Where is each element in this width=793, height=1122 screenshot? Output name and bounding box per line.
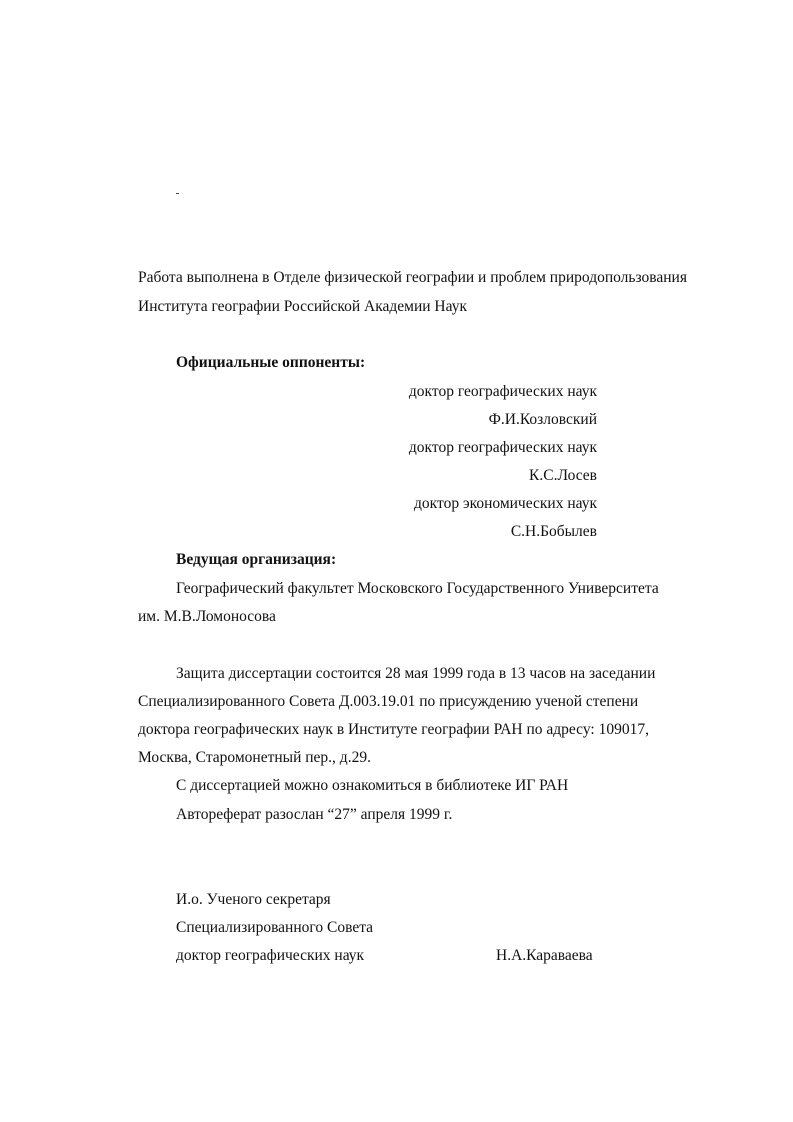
opponent-1-degree: доктор географических наук [408, 383, 597, 400]
leading-org-line-2: им. М.В.Ломоносова [138, 608, 276, 625]
opponent-3-name: С.Н.Бобылев [510, 523, 597, 540]
signature-role-2: Специализированного Совета [176, 919, 374, 936]
opponent-2-name: К.С.Лосев [529, 467, 597, 484]
signature-degree: доктор географических наук [176, 947, 365, 964]
defense-line-4: Москва, Старомонетный пер., д.29. [138, 749, 371, 766]
scan-speck [176, 193, 179, 194]
opponents-heading: Официальные оппоненты: [176, 354, 366, 371]
library-note: С диссертацией можно ознакомиться в библиотеке ИГ РАН [176, 777, 569, 794]
defense-line-2: Специализированного Совета Д.003.19.01 по присуждению ученой степени [138, 693, 639, 710]
leading-org-line-1: Географический факультет Московского Государственного Университета [176, 580, 659, 597]
abstract-sent-note: Автореферат разослан “27” апреля 1999 г. [176, 806, 453, 823]
leading-org-heading: Ведущая организация: [176, 551, 337, 568]
defense-line-1: Защита диссертации состоится 28 мая 1999 года в 13 часов на заседании [176, 665, 656, 682]
signature-role-1: И.о. Ученого секретаря [176, 891, 331, 908]
opponent-2-degree: доктор географических наук [408, 439, 597, 456]
work-line-2: Института географии Российской Академии Наук [138, 298, 467, 315]
work-line-1: Работа выполнена в Отделе физической географии и проблем природопользования [138, 269, 687, 286]
signature-name: Н.А.Караваева [496, 947, 593, 964]
defense-line-3: доктора географических наук в Институте географии РАН по адресу: 109017, [138, 721, 649, 738]
opponent-1-name: Ф.И.Козловский [488, 411, 597, 428]
opponent-3-degree: доктор экономических наук [414, 495, 597, 512]
